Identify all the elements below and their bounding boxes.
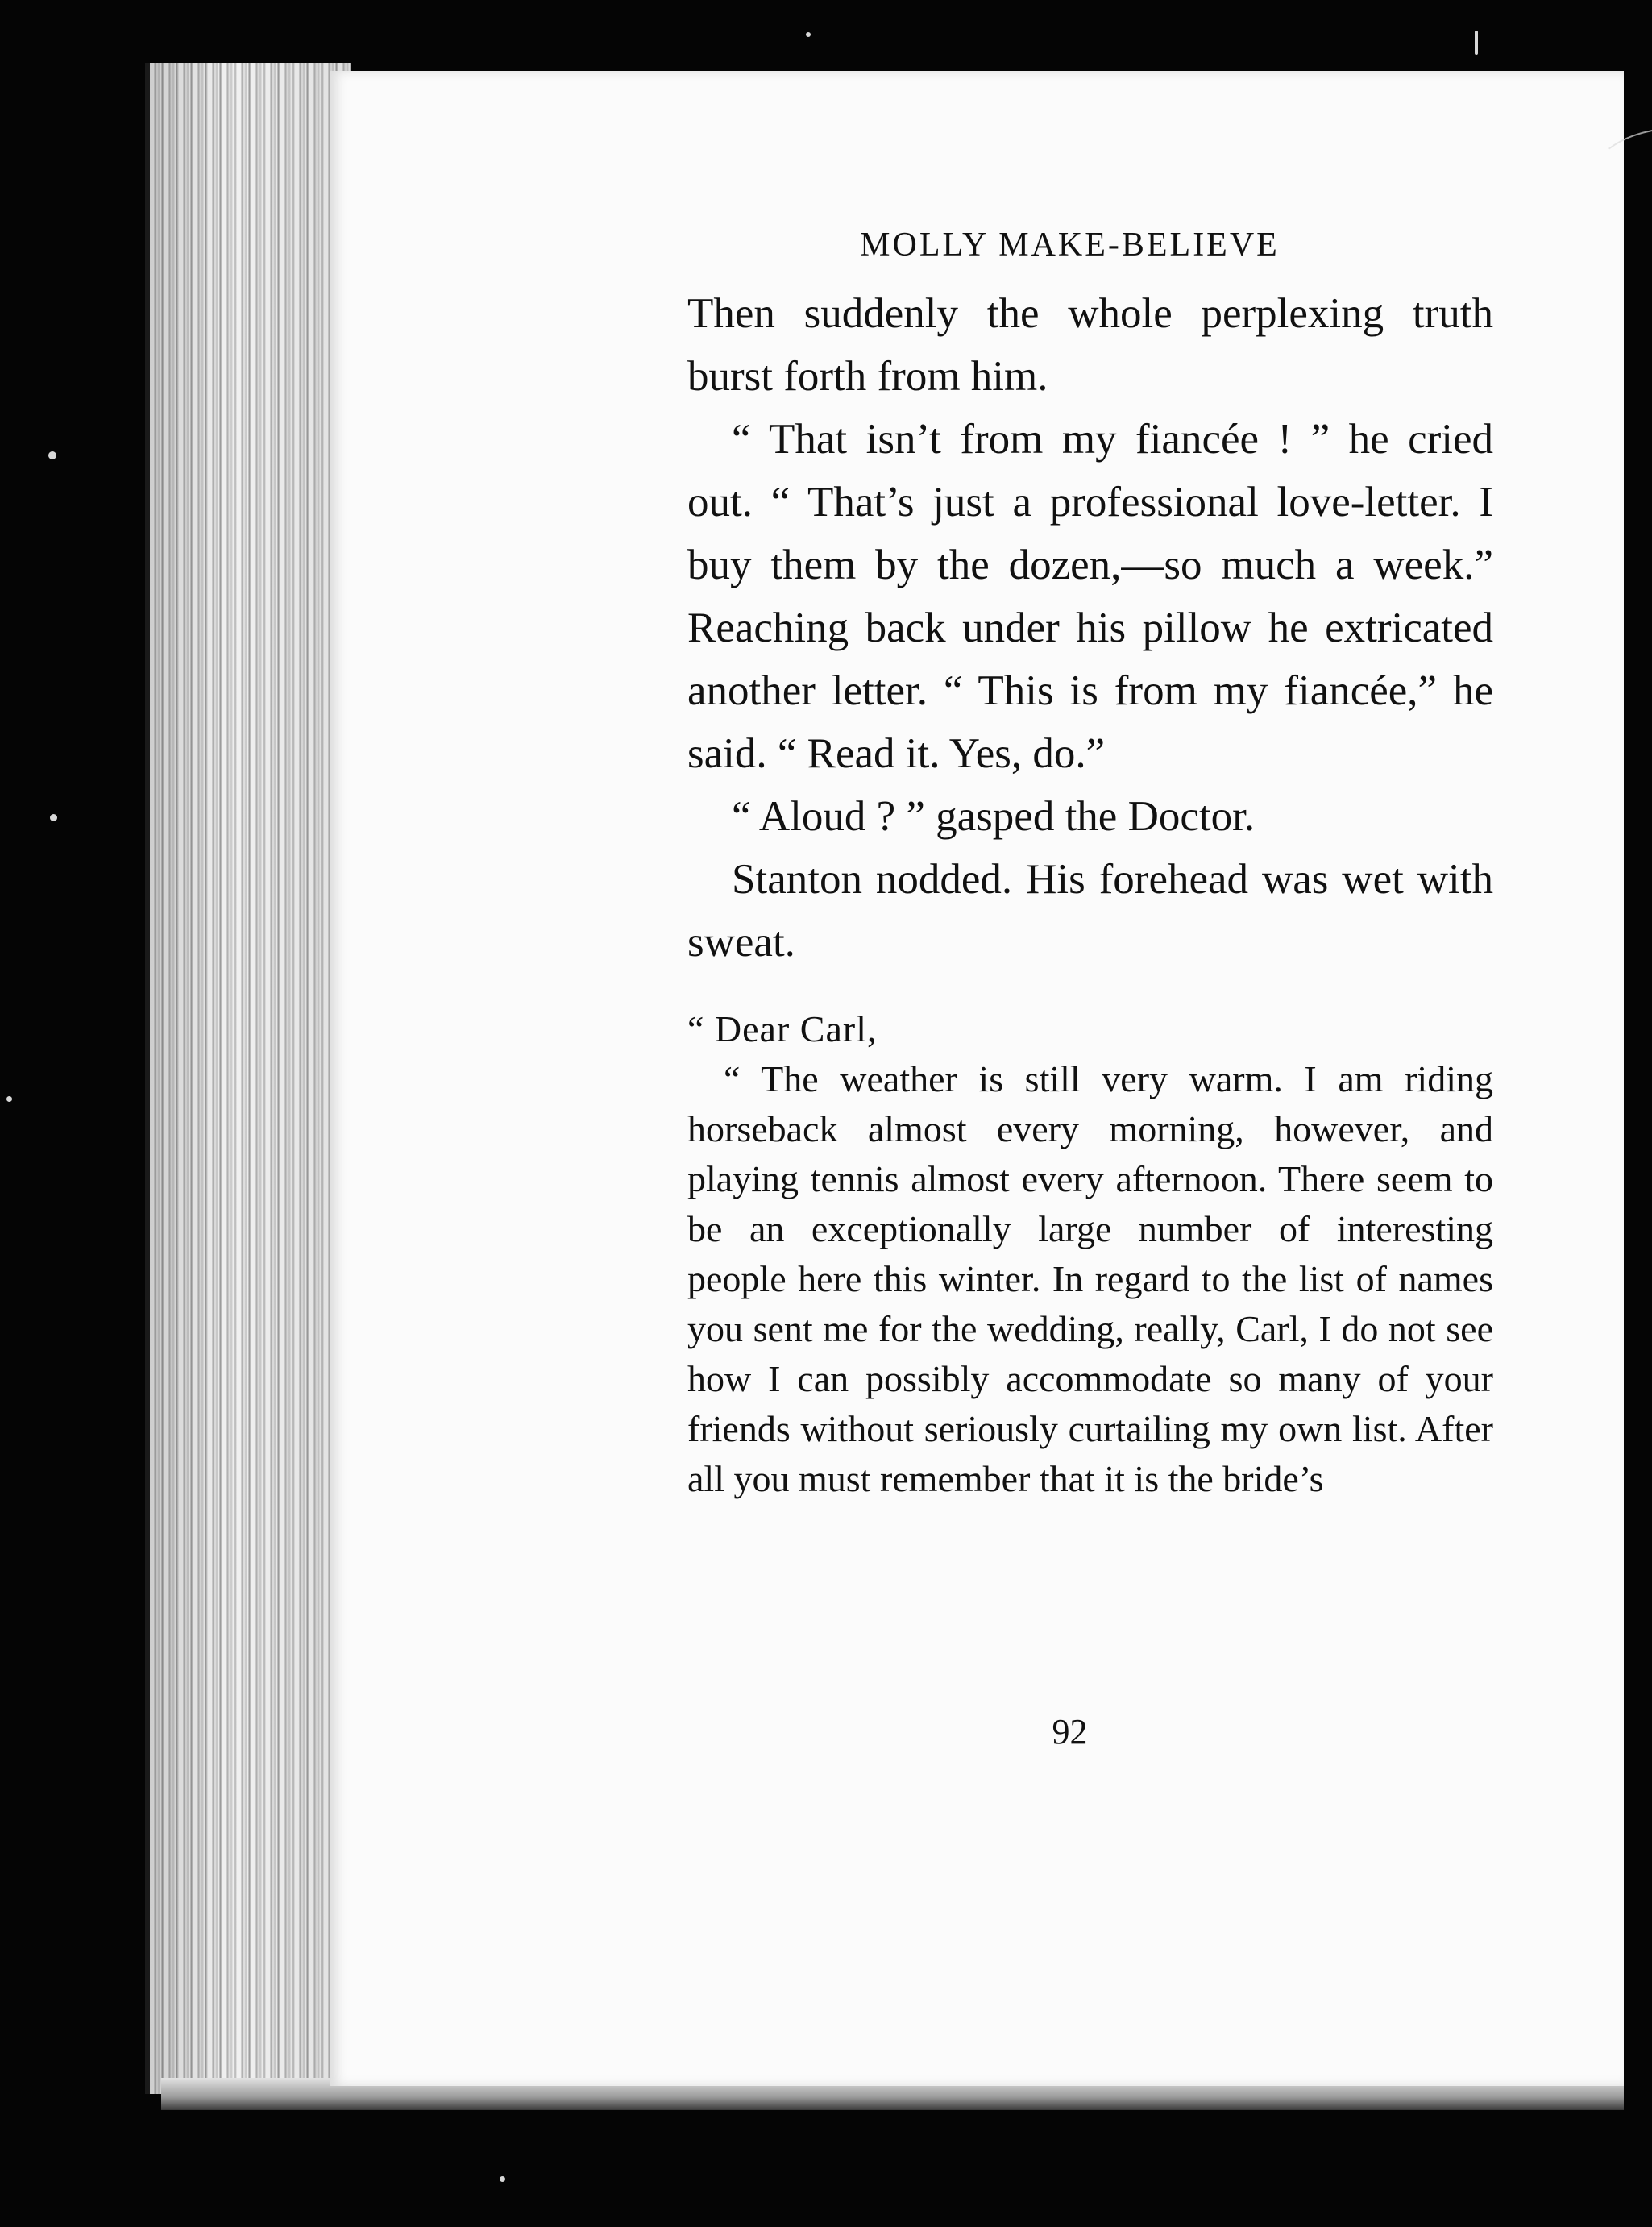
dust-speck [6,1096,12,1102]
running-head: MOLLY MAKE-BELIEVE [860,226,1280,264]
paragraph: Then suddenly the whole perplexing truth burst forth from him. [687,290,1493,400]
letter-body: “ The weather is still very warm. I am riding horseback almost every morning, however, and playing tennis almost every afternoon. There seem to be an exceptionally large number of interesting people here this winter. In regard to the list of names you sent me for the wedding, really, Carl, I do not see how I can possibly accommodate so many of your friends without seriously curtailing my own list. After all you must remember that it is the bride’s [687,1058,1493,1499]
paragraph: Stanton nodded. His forehead was wet with sweat. [687,856,1493,966]
book-page [330,71,1624,2086]
paragraph: “ Aloud ? ” gasped the Doctor. [732,793,1256,840]
paragraph: “ That isn’t from my fiancée ! ” he cried out. “ That’s just a professional love-letter. I buy them by the dozen,—so much a week.” Reaching back under his pillow he extricated another letter. “ This is from my fiancée,” he said. “ Read it. Yes, do.” [687,416,1493,777]
book-page-edges [145,63,351,2094]
dust-speck [500,2176,505,2182]
dust-speck [50,814,57,821]
dust-speck [48,451,56,459]
dust-speck [806,32,811,37]
body-text [687,282,1493,1504]
dust-speck [1475,31,1478,55]
page-number: 92 [1052,1712,1088,1751]
letter-salutation: “ Dear Carl, [687,1008,878,1049]
